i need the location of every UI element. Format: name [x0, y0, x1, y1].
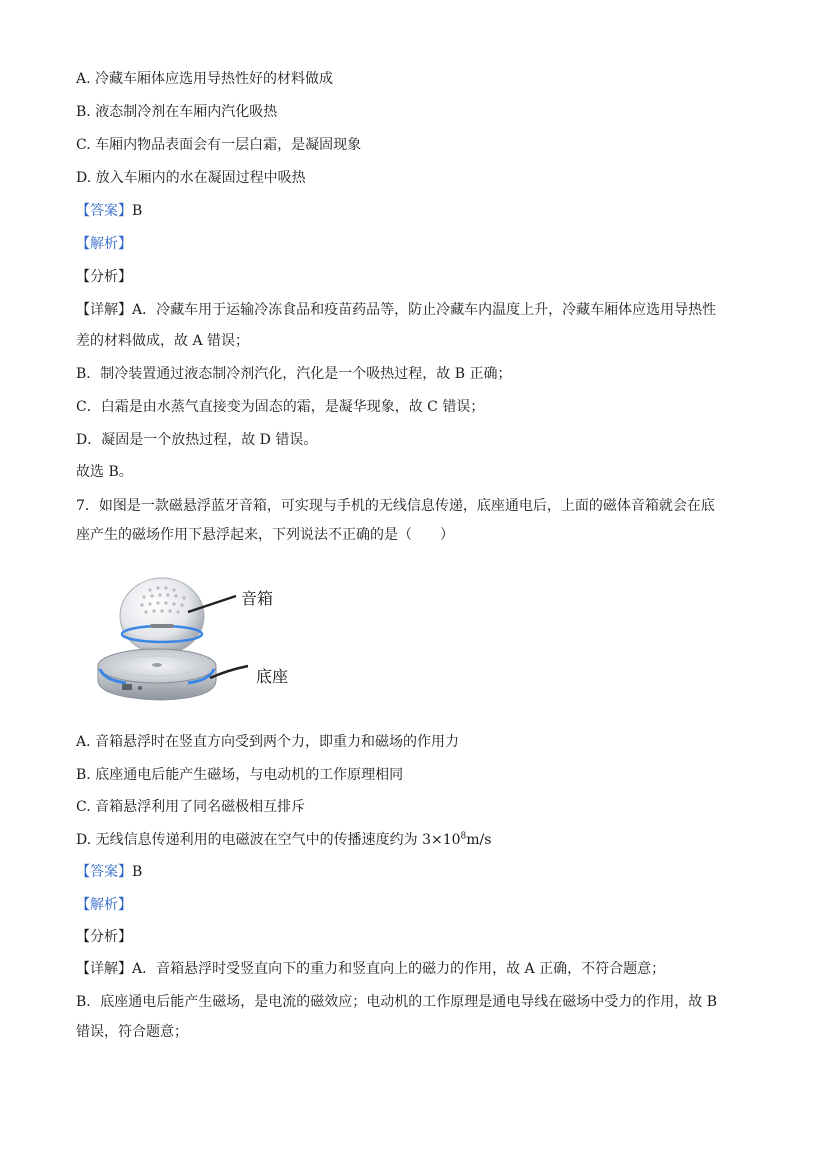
- q7-detail-text-1: A．音箱悬浮时受竖直向下的重力和竖直向上的磁力的作用，故 A 正确，不符合题意；: [132, 961, 666, 977]
- speaker-illustration: [92, 570, 322, 720]
- speaker-ball: [120, 578, 204, 654]
- q7-option-b: B. 底座通电后能产生磁场，与电动机的工作原理相同: [76, 767, 404, 783]
- q6-option-a: A. 冷藏车厢体应选用导热性好的材料做成: [76, 71, 334, 87]
- q6-answer-value: B: [132, 203, 143, 219]
- base-unit: [98, 649, 216, 700]
- q6-detail-tag: 【详解】: [76, 302, 132, 318]
- q7-answer-tag: 【答案】: [76, 864, 132, 880]
- q6-detail-line-4: C．白霜是由水蒸气直接变为固态的霜，是凝华现象，故 C 错误；: [76, 399, 485, 415]
- q6-analysis-tag: 【解析】: [76, 236, 132, 252]
- q7-answer: [76, 863, 142, 881]
- q6-detail-line-2: 差的材料做成，故 A 错误；: [76, 333, 250, 349]
- q7-option-d-exponent: 8: [460, 831, 467, 842]
- q6-option-b: B. 液态制冷剂在车厢内汽化吸热: [76, 104, 278, 120]
- q7-option-d-prefix: D. 无线信息传递利用的电磁波在空气中的传播速度约为 3×10: [76, 832, 461, 848]
- q7-option-c: C. 音箱悬浮利用了同名磁极相互排斥: [76, 799, 306, 815]
- q6-answer: [76, 202, 142, 220]
- label-speaker: 音箱: [241, 589, 274, 608]
- q6-fenxi-tag: 【分析】: [76, 269, 132, 285]
- q7-answer-value: B: [132, 864, 143, 880]
- q6-answer-tag: 【答案】: [76, 203, 132, 219]
- q7-detail-line-2: B．底座通电后能产生磁场，是电流的磁效应；电动机的工作原理是通电导线在磁场中受力的作用，故 B: [76, 994, 718, 1010]
- q7-fenxi-tag: 【分析】: [76, 929, 132, 945]
- q7-analysis-tag: 【解析】: [76, 897, 132, 913]
- q7-stem-line-1: 7．如图是一款磁悬浮蓝牙音箱，可实现与手机的无线信息传递，底座通电后，上面的磁体音箱就会在底: [76, 498, 715, 514]
- q6-detail-line-1: [76, 301, 716, 319]
- q7-option-d-suffix: m/s: [466, 832, 492, 848]
- q7-option-d: [76, 831, 491, 849]
- q6-option-c: C. 车厢内物品表面会有一层白霜，是凝固现象: [76, 137, 362, 153]
- q6-detail-text-1: A．冷藏车用于运输冷冻食品和疫苗药品等，防止冷藏车内温度上升，冷藏车厢体应选用导热性: [132, 302, 717, 318]
- label-base: 底座: [256, 667, 289, 686]
- q7-detail-tag: 【详解】: [76, 961, 132, 977]
- q7-option-a: A. 音箱悬浮时在竖直方向受到两个力，即重力和磁场的作用力: [76, 734, 460, 750]
- q7-figure-levitating-speaker: [92, 570, 322, 720]
- q6-option-d: D. 放入车厢内的水在凝固过程中吸热: [76, 170, 306, 186]
- q7-detail-line-1: [76, 960, 665, 978]
- q7-detail-line-3: 错误，符合题意；: [76, 1024, 188, 1040]
- q6-detail-line-5: D．凝固是一个放热过程，故 D 错误。: [76, 432, 318, 448]
- q6-conclusion: 故选 B。: [76, 464, 133, 480]
- q6-detail-line-3: B．制冷装置通过液态制冷剂汽化，汽化是一个吸热过程，故 B 正确；: [76, 366, 512, 382]
- q7-stem-line-2: 座产生的磁场作用下悬浮起来，下列说法不正确的是（ ）: [76, 527, 454, 543]
